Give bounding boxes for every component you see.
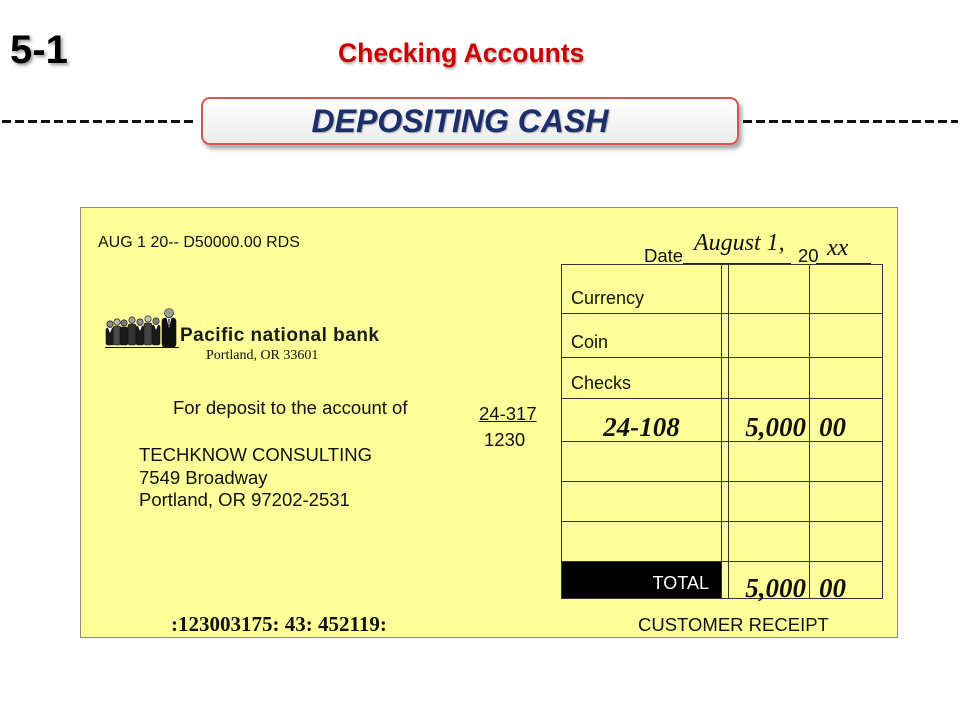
micr-line: :123003175: 43: 452119: [171, 612, 387, 636]
column-divider [722, 399, 729, 441]
year-prefix: 20 [798, 245, 819, 266]
section-number: 5-1 [10, 28, 68, 72]
blank-cents-cell [810, 522, 882, 561]
currency-label: Currency [571, 288, 645, 308]
currency-cents-cell [810, 265, 882, 313]
topic-banner-title: DEPOSITING CASH [311, 103, 609, 139]
check-entry-row [562, 399, 882, 442]
total-label-cell [562, 562, 722, 598]
coin-dollars-cell [729, 314, 810, 357]
blank-cents-cell [810, 442, 882, 481]
currency-label-cell [562, 265, 722, 313]
blank-label-cell [562, 522, 722, 561]
dashed-rule-right [743, 120, 958, 123]
check-bank-number: 24-108 [603, 412, 680, 442]
column-divider [722, 442, 729, 481]
total-dollars-cell [729, 562, 810, 603]
checks-label-cell [562, 358, 722, 398]
bank-number-numerator: 24-317 [479, 403, 537, 424]
deposit-slip [80, 207, 898, 638]
total-row [562, 562, 882, 603]
bank-name: Pacific national bank [180, 325, 380, 346]
blank-row [562, 522, 882, 562]
check-dollars-cell [729, 399, 810, 441]
blank-dollars-cell [729, 442, 810, 481]
coin-row [562, 314, 882, 358]
total-label: TOTAL [652, 573, 709, 593]
check-cents: 00 [819, 412, 846, 442]
check-cents-cell [810, 399, 882, 441]
checks-row [562, 358, 882, 399]
checks-dollars-cell [729, 358, 810, 398]
account-holder-name: TECHKNOW CONSULTING [139, 444, 372, 465]
column-divider [722, 562, 729, 598]
blank-cents-cell [810, 482, 882, 521]
blank-dollars-cell [729, 482, 810, 521]
checks-cents-cell [810, 358, 882, 398]
check-number-cell [562, 399, 722, 441]
blank-row [562, 482, 882, 522]
bank-stamp: AUG 1 20-- D50000.00 RDS [98, 234, 300, 251]
dashed-rule-left [2, 120, 197, 123]
topic-banner [201, 97, 739, 145]
coin-cents-cell [810, 314, 882, 357]
coin-label-cell [562, 314, 722, 357]
column-divider [722, 265, 729, 313]
deposit-caption: For deposit to the account of [173, 397, 408, 418]
check-dollars: 5,000 [745, 412, 806, 442]
column-divider [722, 358, 729, 398]
account-holder-city: Portland, OR 97202-2531 [139, 489, 350, 510]
blank-label-cell [562, 482, 722, 521]
section-title: Checking Accounts [338, 38, 585, 68]
total-cents-cell [810, 562, 882, 603]
blank-dollars-cell [729, 522, 810, 561]
customer-receipt-label: CUSTOMER RECEIPT [638, 614, 829, 635]
bank-number-denominator: 1230 [484, 429, 526, 450]
column-divider [722, 522, 729, 561]
coin-label: Coin [571, 332, 609, 352]
deposit-amount-table [561, 264, 883, 603]
bank-address: Portland, OR 33601 [206, 348, 319, 363]
total-dollars: 5,000 [745, 573, 806, 603]
currency-dollars-cell [729, 265, 810, 313]
total-cents: 00 [819, 573, 846, 603]
account-holder-street: 7549 Broadway [139, 467, 268, 488]
column-divider [722, 314, 729, 357]
people-group-logo-icon [105, 307, 179, 349]
checks-label: Checks [571, 373, 632, 393]
currency-row [562, 265, 882, 314]
column-divider [722, 482, 729, 521]
blank-row [562, 442, 882, 482]
date-value: August 1, [694, 230, 785, 256]
date-label: Date [644, 245, 684, 266]
year-value: xx [827, 235, 849, 261]
blank-label-cell [562, 442, 722, 481]
